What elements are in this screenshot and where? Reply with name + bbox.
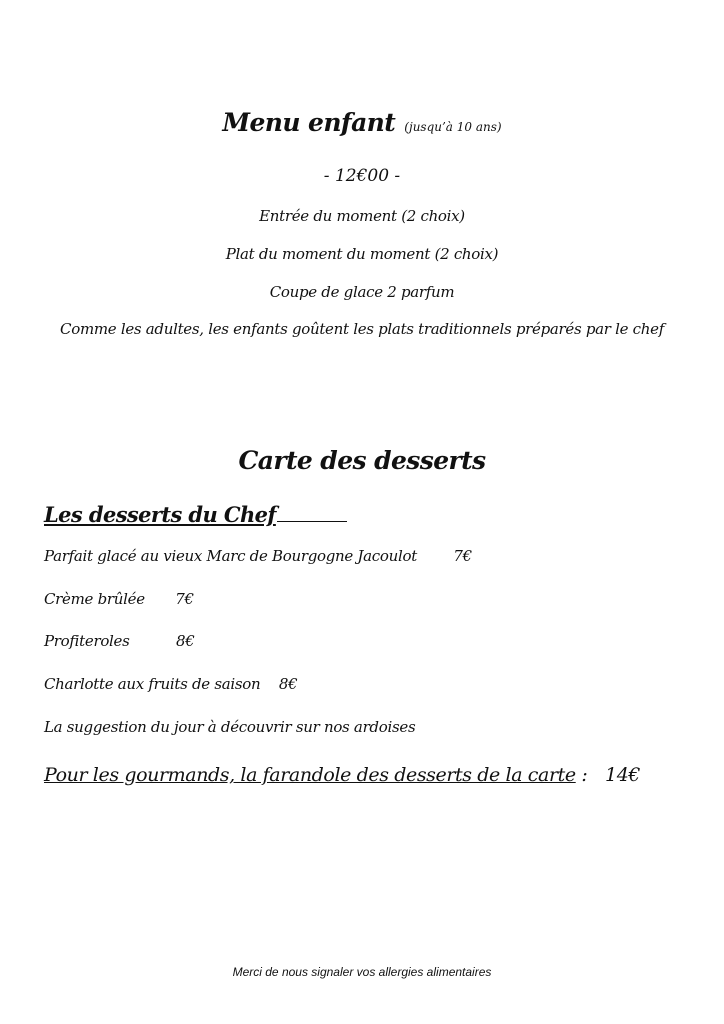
menu-enfant-item: Entrée du moment (2 choix) (259, 207, 465, 225)
dessert-suggestion: La suggestion du jour à découvrir sur nos ardoises (44, 718, 416, 736)
desserts-chef-heading (44, 502, 347, 527)
menu-enfant-item: Plat du moment du moment (2 choix) (225, 245, 499, 263)
menu-enfant-price: - 12€00 - (323, 166, 401, 186)
gourmands-line (44, 764, 640, 786)
dessert-item (44, 675, 297, 693)
dessert-price: 8€ (278, 675, 298, 693)
desserts-chef-heading-text: Les desserts du Chef (44, 502, 276, 527)
menu-enfant-heading: Menu enfant (222, 108, 396, 137)
menu-enfant-item: Coupe de glace 2 parfum (269, 283, 455, 301)
dessert-name: Parfait glacé au vieux Marc de Bourgogne Jacoulot (44, 547, 417, 565)
allergy-footer: Merci de nous signaler vos allergies alimentaires (232, 965, 492, 979)
gourmands-price: 14€ (605, 764, 641, 786)
heading-underline-rule (277, 520, 347, 522)
dessert-name: Crème brûlée (44, 590, 145, 608)
dessert-item (44, 590, 194, 608)
gourmands-label: Pour les gourmands, la farandole des desserts de la carte (44, 764, 576, 786)
menu-enfant-note: Comme les adultes, les enfants goûtent les plats traditionnels préparés par le chef (60, 320, 664, 338)
menu-enfant-age-note: (jusqu’à 10 ans) (404, 120, 502, 134)
dessert-price: 7€ (453, 547, 472, 565)
menu-enfant-title (0, 108, 724, 137)
dessert-item (44, 632, 195, 650)
dessert-item (44, 547, 472, 565)
dessert-price: 7€ (175, 590, 194, 608)
dessert-name: Charlotte aux fruits de saison (44, 675, 261, 693)
dessert-price: 8€ (176, 632, 195, 650)
dessert-name: Profiteroles (44, 632, 130, 650)
carte-desserts-title: Carte des desserts (238, 446, 486, 475)
gourmands-separator: : (575, 764, 588, 786)
